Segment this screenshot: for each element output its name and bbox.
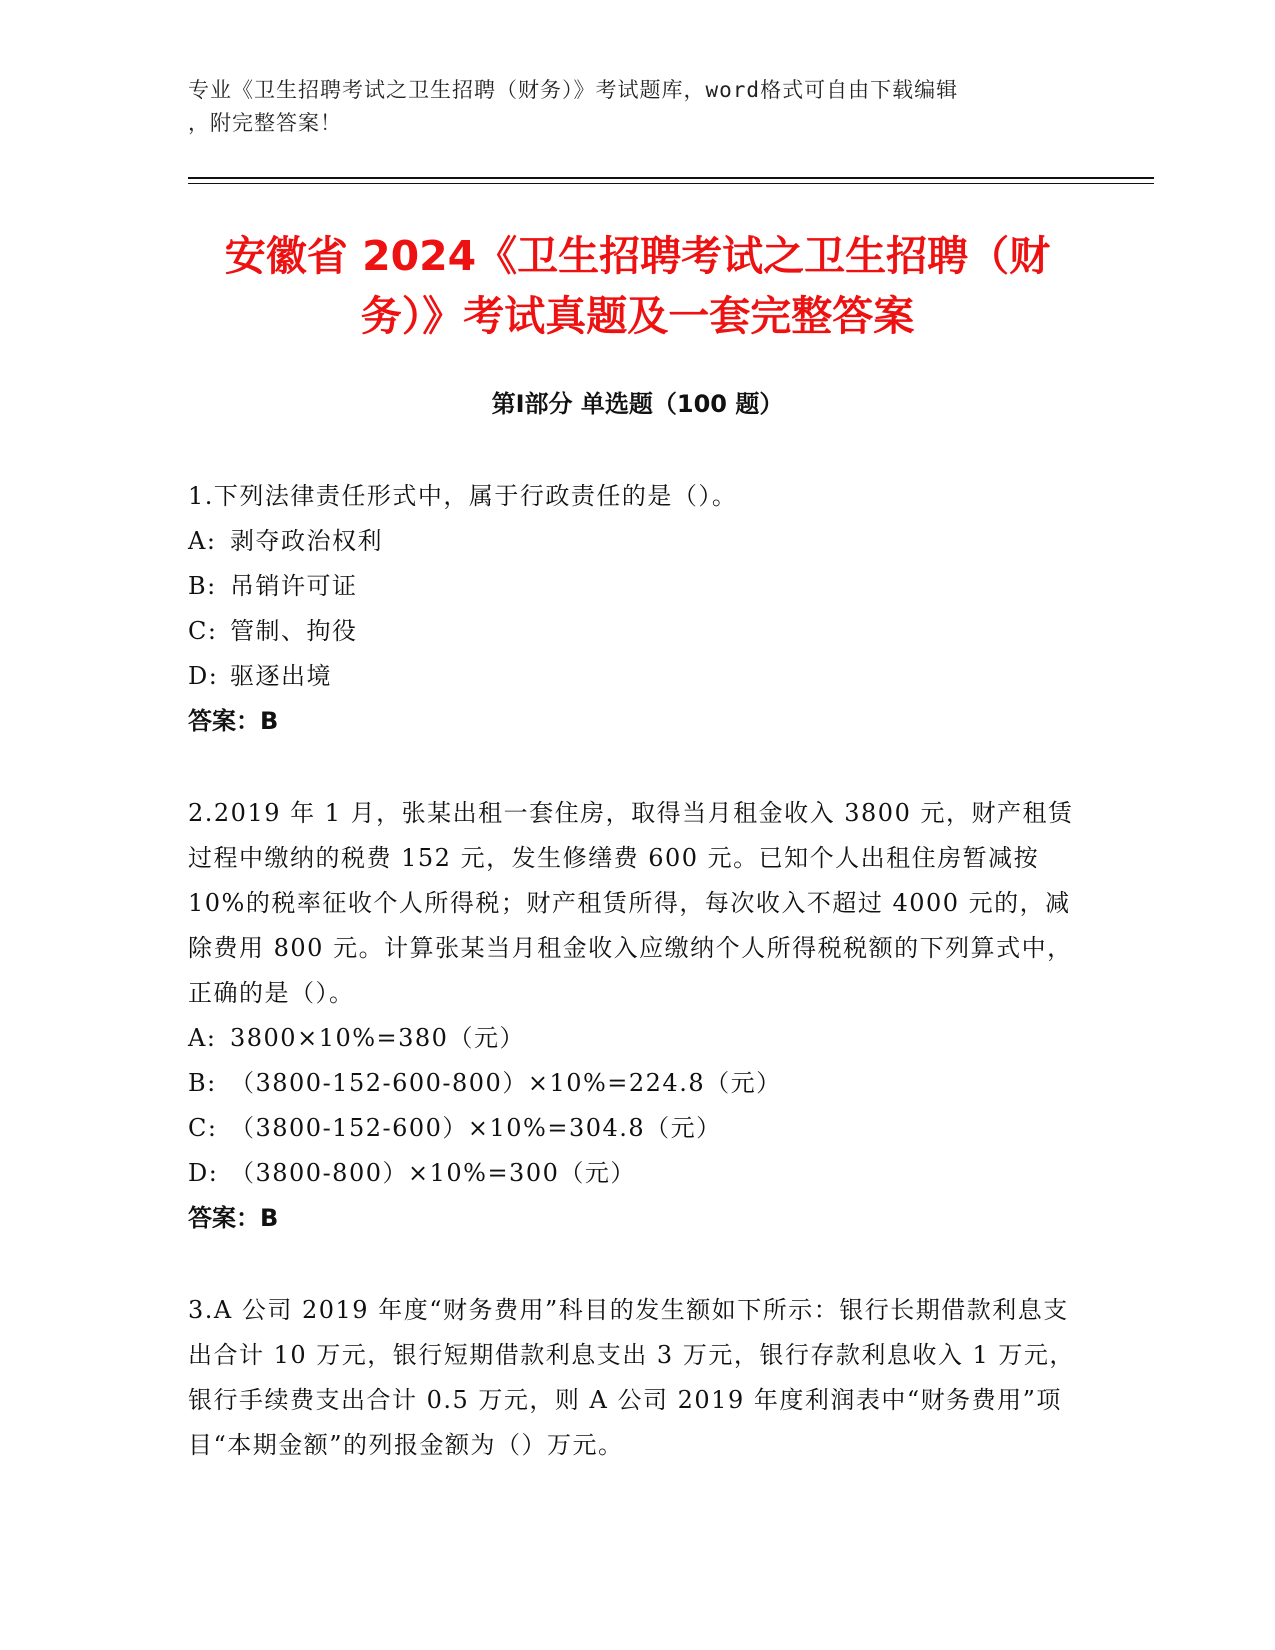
question-1	[188, 474, 1088, 744]
document-title-line1: 安徽省 2024《卫生招聘考试之卫生招聘（财	[224, 232, 1051, 280]
question-stem: 2.2019 年 1 月，张某出租一套住房，取得当月租金收入 3800 元，财产租赁过程中缴纳的税费 152 元，发生修缮费 600 元。已知个人出租住房暂减按 10%的税率征收个人所得税；财产租赁所得，每次收入不超过 4000 元的，减除费用 800 元。计算张某当月租金收入应缴纳个人所得税税额的下列算式中，正确的是（）。	[188, 799, 1074, 1007]
option-c	[188, 1106, 1088, 1151]
option-text: 剥夺政治权利	[230, 527, 383, 555]
option-text: 3800×10%=380（元）	[230, 1024, 525, 1052]
header-divider-thin	[188, 183, 1154, 184]
question-3	[188, 1288, 1088, 1468]
option-d	[188, 654, 1088, 699]
answer: 答案：B	[188, 707, 279, 735]
header-note-line2: ，附完整答案！	[188, 111, 342, 135]
option-b	[188, 1061, 1088, 1106]
option-a	[188, 1016, 1088, 1061]
question-list	[188, 474, 1088, 1468]
option-b	[188, 564, 1088, 609]
option-c	[188, 609, 1088, 654]
header-note	[188, 74, 1088, 140]
question-stem: 1.下列法律责任形式中，属于行政责任的是（）。	[188, 482, 738, 510]
option-key: C:	[188, 1114, 218, 1142]
option-key: C:	[188, 617, 218, 645]
option-text: 管制、拘役	[230, 617, 358, 645]
option-key: A:	[188, 1024, 217, 1052]
option-key: B:	[188, 572, 217, 600]
option-a	[188, 519, 1088, 564]
option-text: （3800-152-600）×10%=304.8（元）	[230, 1114, 722, 1142]
question-2	[188, 791, 1088, 1241]
header-divider-thick	[188, 177, 1154, 179]
question-stem: 3.A 公司 2019 年度“财务费用”科目的发生额如下所示：银行长期借款利息支出合计 10 万元，银行短期借款利息支出 3 万元，银行存款利息收入 1 万元，银行手续费支出合计 0.5 万元，则 A 公司 2019 年度利润表中“财务费用”项目“本期金额”的列报金额为（）万元。	[188, 1296, 1075, 1459]
header-note-line1: 专业《卫生招聘考试之卫生招聘（财务）》考试题库，word格式可自由下载编辑	[188, 78, 959, 102]
option-key: A:	[188, 527, 217, 555]
section-title: 第Ⅰ部分 单选题（100 题）	[491, 390, 784, 418]
option-key: D:	[188, 662, 219, 690]
option-d	[188, 1151, 1088, 1196]
document-title-line2: 务）》考试真题及一套完整答案	[360, 292, 915, 340]
answer: 答案：B	[188, 1204, 279, 1232]
option-text: 驱逐出境	[230, 662, 332, 690]
document-title	[160, 226, 1115, 346]
option-text: （3800-152-600-800）×10%=224.8（元）	[230, 1069, 782, 1097]
option-key: D:	[188, 1159, 219, 1187]
option-text: 吊销许可证	[230, 572, 358, 600]
option-key: B:	[188, 1069, 217, 1097]
option-text: （3800-800）×10%=300（元）	[230, 1159, 636, 1187]
